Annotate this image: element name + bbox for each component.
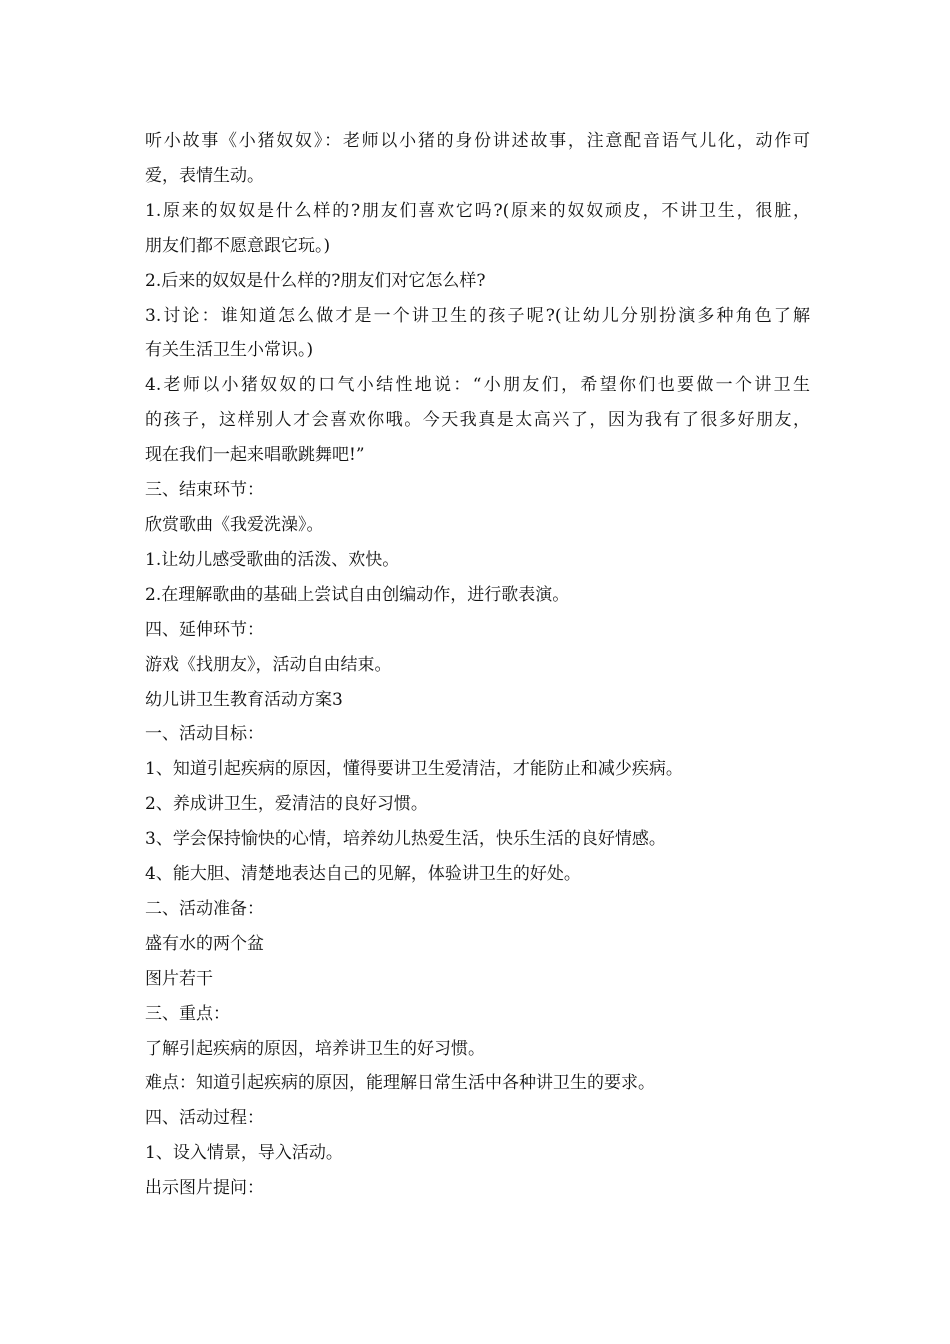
paragraph-line: 4.老师以小猪奴奴的口气小结性地说：“小朋友们，希望你们也要做一个讲卫生 (145, 375, 810, 396)
list-item: 4、能大胆、清楚地表达自己的见解，体验讲卫生的好处。 (145, 864, 581, 885)
paragraph-line: 爱，表情生动。 (145, 165, 264, 186)
paragraph-line: 现在我们一起来唱歌跳舞吧!” (145, 445, 365, 466)
section-heading: 二、活动准备： (145, 898, 264, 919)
paragraph-line: 了解引起疾病的原因，培养讲卫生的好习惯。 (145, 1038, 485, 1059)
list-item: 1.让幼儿感受歌曲的活泼、欢快。 (145, 549, 400, 570)
paragraph-line: 难点：知道引起疾病的原因，能理解日常生活中各种讲卫生的要求。 (145, 1073, 655, 1094)
paragraph-line: 有关生活卫生小常识。) (145, 340, 314, 361)
paragraph-line: 欣赏歌曲《我爱洗澡》。 (145, 514, 324, 535)
list-item: 2.在理解歌曲的基础上尝试自由创编动作，进行歌表演。 (145, 584, 570, 605)
paragraph-line: 图片若干 (145, 968, 213, 989)
paragraph-line: 2.后来的奴奴是什么样的?朋友们对它怎么样? (145, 270, 486, 291)
list-item: 2、养成讲卫生，爱清洁的良好习惯。 (145, 794, 428, 815)
list-item: 1、知道引起疾病的原因，懂得要讲卫生爱清洁，才能防止和减少疾病。 (145, 759, 683, 780)
paragraph-line: 盛有水的两个盆 (145, 933, 264, 954)
paragraph-line: 3.讨论：谁知道怎么做才是一个讲卫生的孩子呢?(让幼儿分别扮演多种角色了解 (145, 305, 810, 326)
list-item: 1、设入情景，导入活动。 (145, 1143, 343, 1164)
section-heading: 四、延伸环节： (145, 619, 264, 640)
paragraph-line: 听小故事《小猪奴奴》：老师以小猪的身份讲述故事，注意配音语气儿化，动作可 (145, 131, 810, 151)
paragraph-line: 游戏《找朋友》，活动自由结束。 (145, 654, 392, 675)
section-heading: 一、活动目标： (145, 724, 264, 745)
section-heading: 四、活动过程： (145, 1108, 264, 1129)
paragraph-line: 朋友们都不愿意跟它玩。) (145, 235, 331, 256)
document-body (145, 124, 810, 1206)
list-item: 3、学会保持愉快的心情，培养幼儿热爱生活，快乐生活的良好情感。 (145, 829, 666, 850)
paragraph-line: 1.原来的奴奴是什么样的?朋友们喜欢它吗?(原来的奴奴顽皮，不讲卫生，很脏， (145, 200, 810, 221)
paragraph-line: 出示图片提问： (145, 1178, 264, 1199)
document-section-title: 幼儿讲卫生教育活动方案3 (145, 689, 343, 710)
paragraph-line: 的孩子，这样别人才会喜欢你哦。今天我真是太高兴了，因为我有了很多好朋友， (145, 410, 810, 431)
section-heading: 三、重点： (145, 1003, 230, 1024)
section-heading: 三、结束环节： (145, 480, 264, 501)
